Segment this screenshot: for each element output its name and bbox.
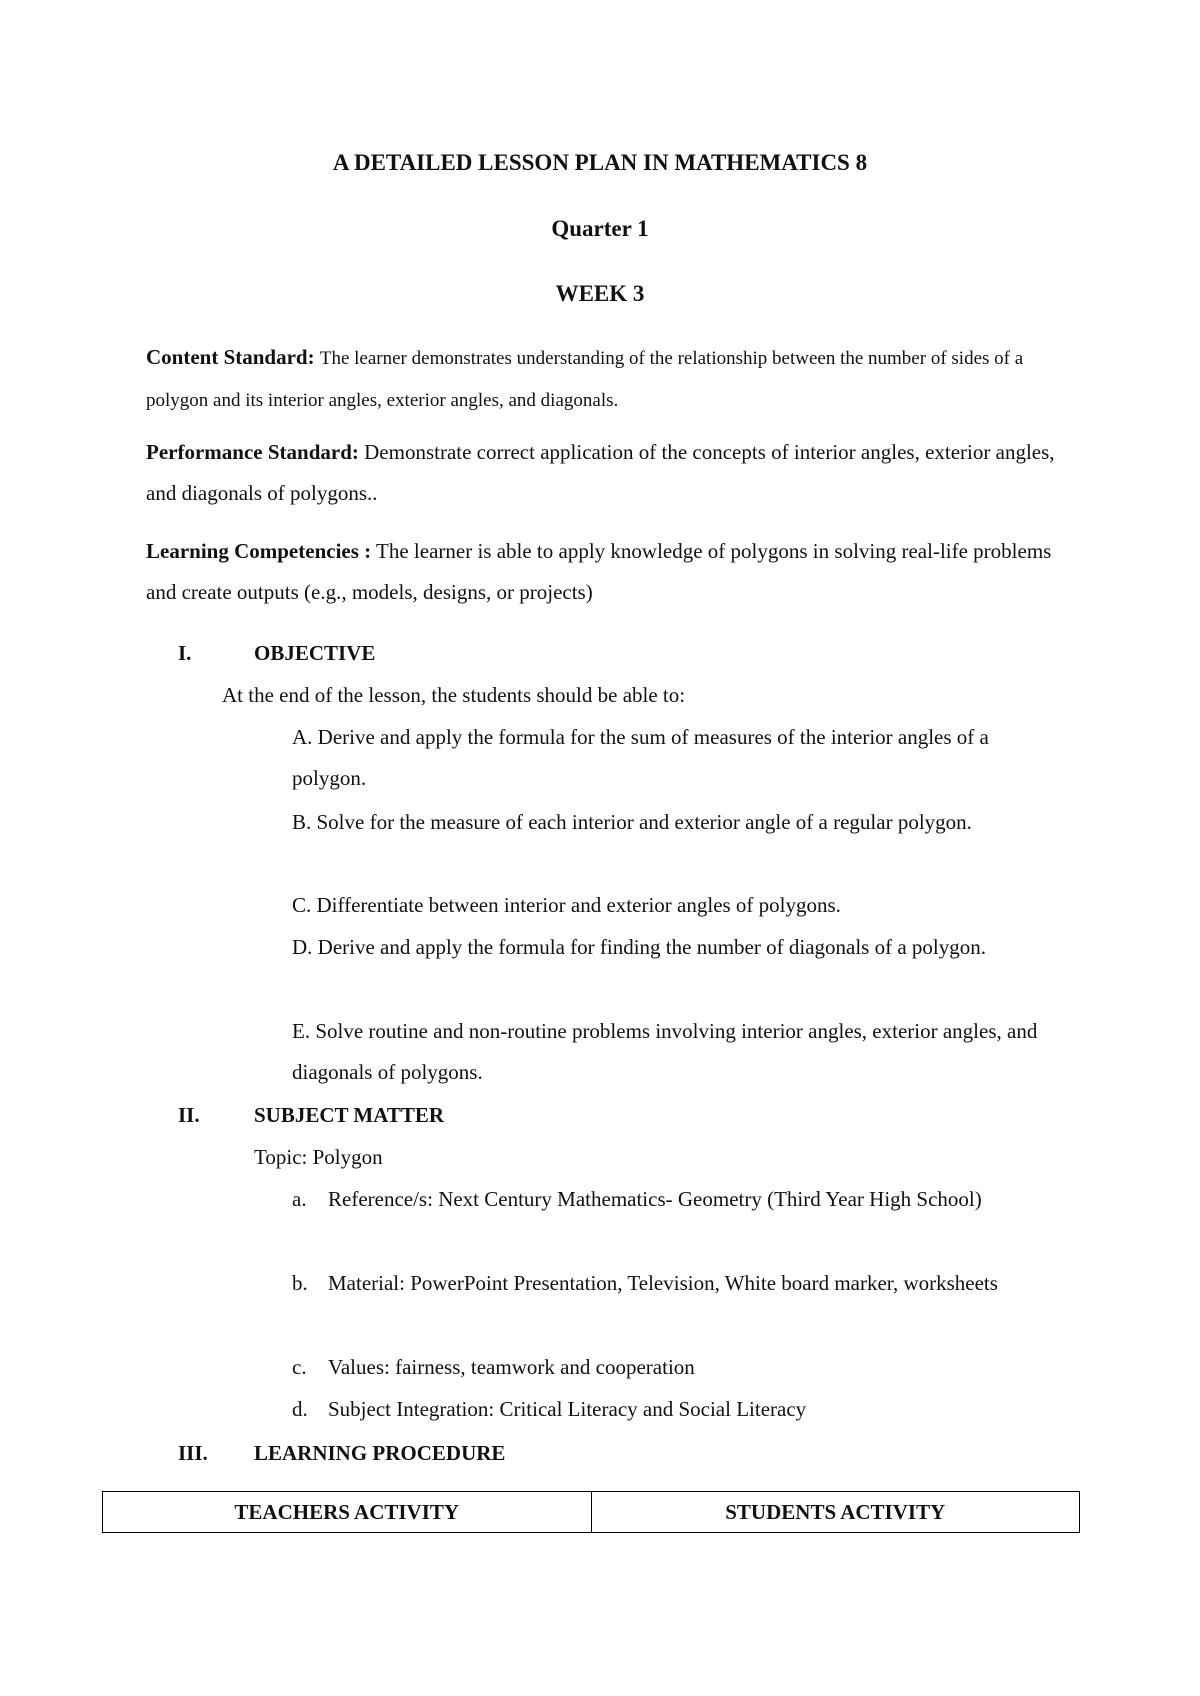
- section-procedure-heading: [178, 1441, 505, 1466]
- students-activity-header: STUDENTS ACTIVITY: [591, 1492, 1080, 1533]
- objective-intro: At the end of the lesson, the students should be able to:: [222, 683, 686, 707]
- learning-competencies-text: The learner is able to apply knowledge of polygons in solving real-life problems and create outputs (e.g., models, designs, or projects): [146, 539, 1052, 604]
- content-standard-text: The learner demonstrates understanding of the relationship between the number of sides of a polygon and its interior angles, exterior angles, and diagonals.: [146, 348, 1024, 411]
- subject-item-reference: [292, 1179, 1052, 1220]
- section-subject-matter-heading: [178, 1103, 444, 1128]
- subject-item-values: [292, 1347, 1052, 1388]
- procedure-table: [102, 1491, 1080, 1533]
- section-numeral: II.: [178, 1103, 200, 1127]
- performance-standard-text: Demonstrate correct application of the concepts of interior angles, exterior angles, and diagonals of polygons..: [146, 440, 1055, 505]
- content-standard: [146, 337, 1076, 421]
- performance-standard-label: Performance Standard:: [146, 440, 359, 464]
- learning-competencies-label: Learning Competencies :: [146, 539, 372, 563]
- list-letter: d.: [292, 1397, 308, 1421]
- section-title: LEARNING PROCEDURE: [254, 1441, 506, 1465]
- objective-item-e: E. Solve routine and non-routine problems involving interior angles, exterior angles, and diagonals of polygons.: [292, 1019, 1038, 1084]
- section-numeral: I.: [178, 641, 192, 665]
- list-letter: a.: [292, 1187, 307, 1211]
- subject-item-material: [292, 1263, 1052, 1304]
- section-title: SUBJECT MATTER: [254, 1103, 445, 1127]
- subject-topic: Topic: Polygon: [254, 1145, 383, 1169]
- list-letter: c.: [292, 1355, 307, 1379]
- section-objective-heading: [178, 641, 375, 666]
- content-standard-label: Content Standard:: [146, 345, 315, 369]
- quarter-heading: Quarter 1: [551, 216, 649, 241]
- list-text: Values: fairness, teamwork and cooperation: [328, 1355, 695, 1379]
- teachers-activity-header: TEACHERS ACTIVITY: [103, 1492, 592, 1533]
- objective-item-d: D. Derive and apply the formula for finding the number of diagonals of a polygon.: [292, 935, 986, 959]
- table-header-row: [103, 1492, 1080, 1533]
- learning-competencies: [146, 531, 1076, 613]
- objective-item-b: B. Solve for the measure of each interior and exterior angle of a regular polygon.: [292, 810, 972, 834]
- document-title: A DETAILED LESSON PLAN IN MATHEMATICS 8: [332, 150, 868, 175]
- subject-item-integration: [292, 1389, 1052, 1430]
- performance-standard: [146, 432, 1076, 514]
- section-numeral: III.: [178, 1441, 208, 1465]
- list-text: Material: PowerPoint Presentation, Television, White board marker, worksheets: [328, 1271, 998, 1295]
- section-title: OBJECTIVE: [254, 641, 376, 665]
- objective-item-c: C. Differentiate between interior and exterior angles of polygons.: [292, 893, 841, 917]
- objective-item-a: A. Derive and apply the formula for the sum of measures of the interior angles of a polygon.: [292, 725, 989, 790]
- week-heading: WEEK 3: [555, 281, 645, 306]
- list-text: Subject Integration: Critical Literacy and Social Literacy: [328, 1397, 807, 1421]
- list-letter: b.: [292, 1271, 308, 1295]
- list-text: Reference/s: Next Century Mathematics- Geometry (Third Year High School): [328, 1187, 982, 1211]
